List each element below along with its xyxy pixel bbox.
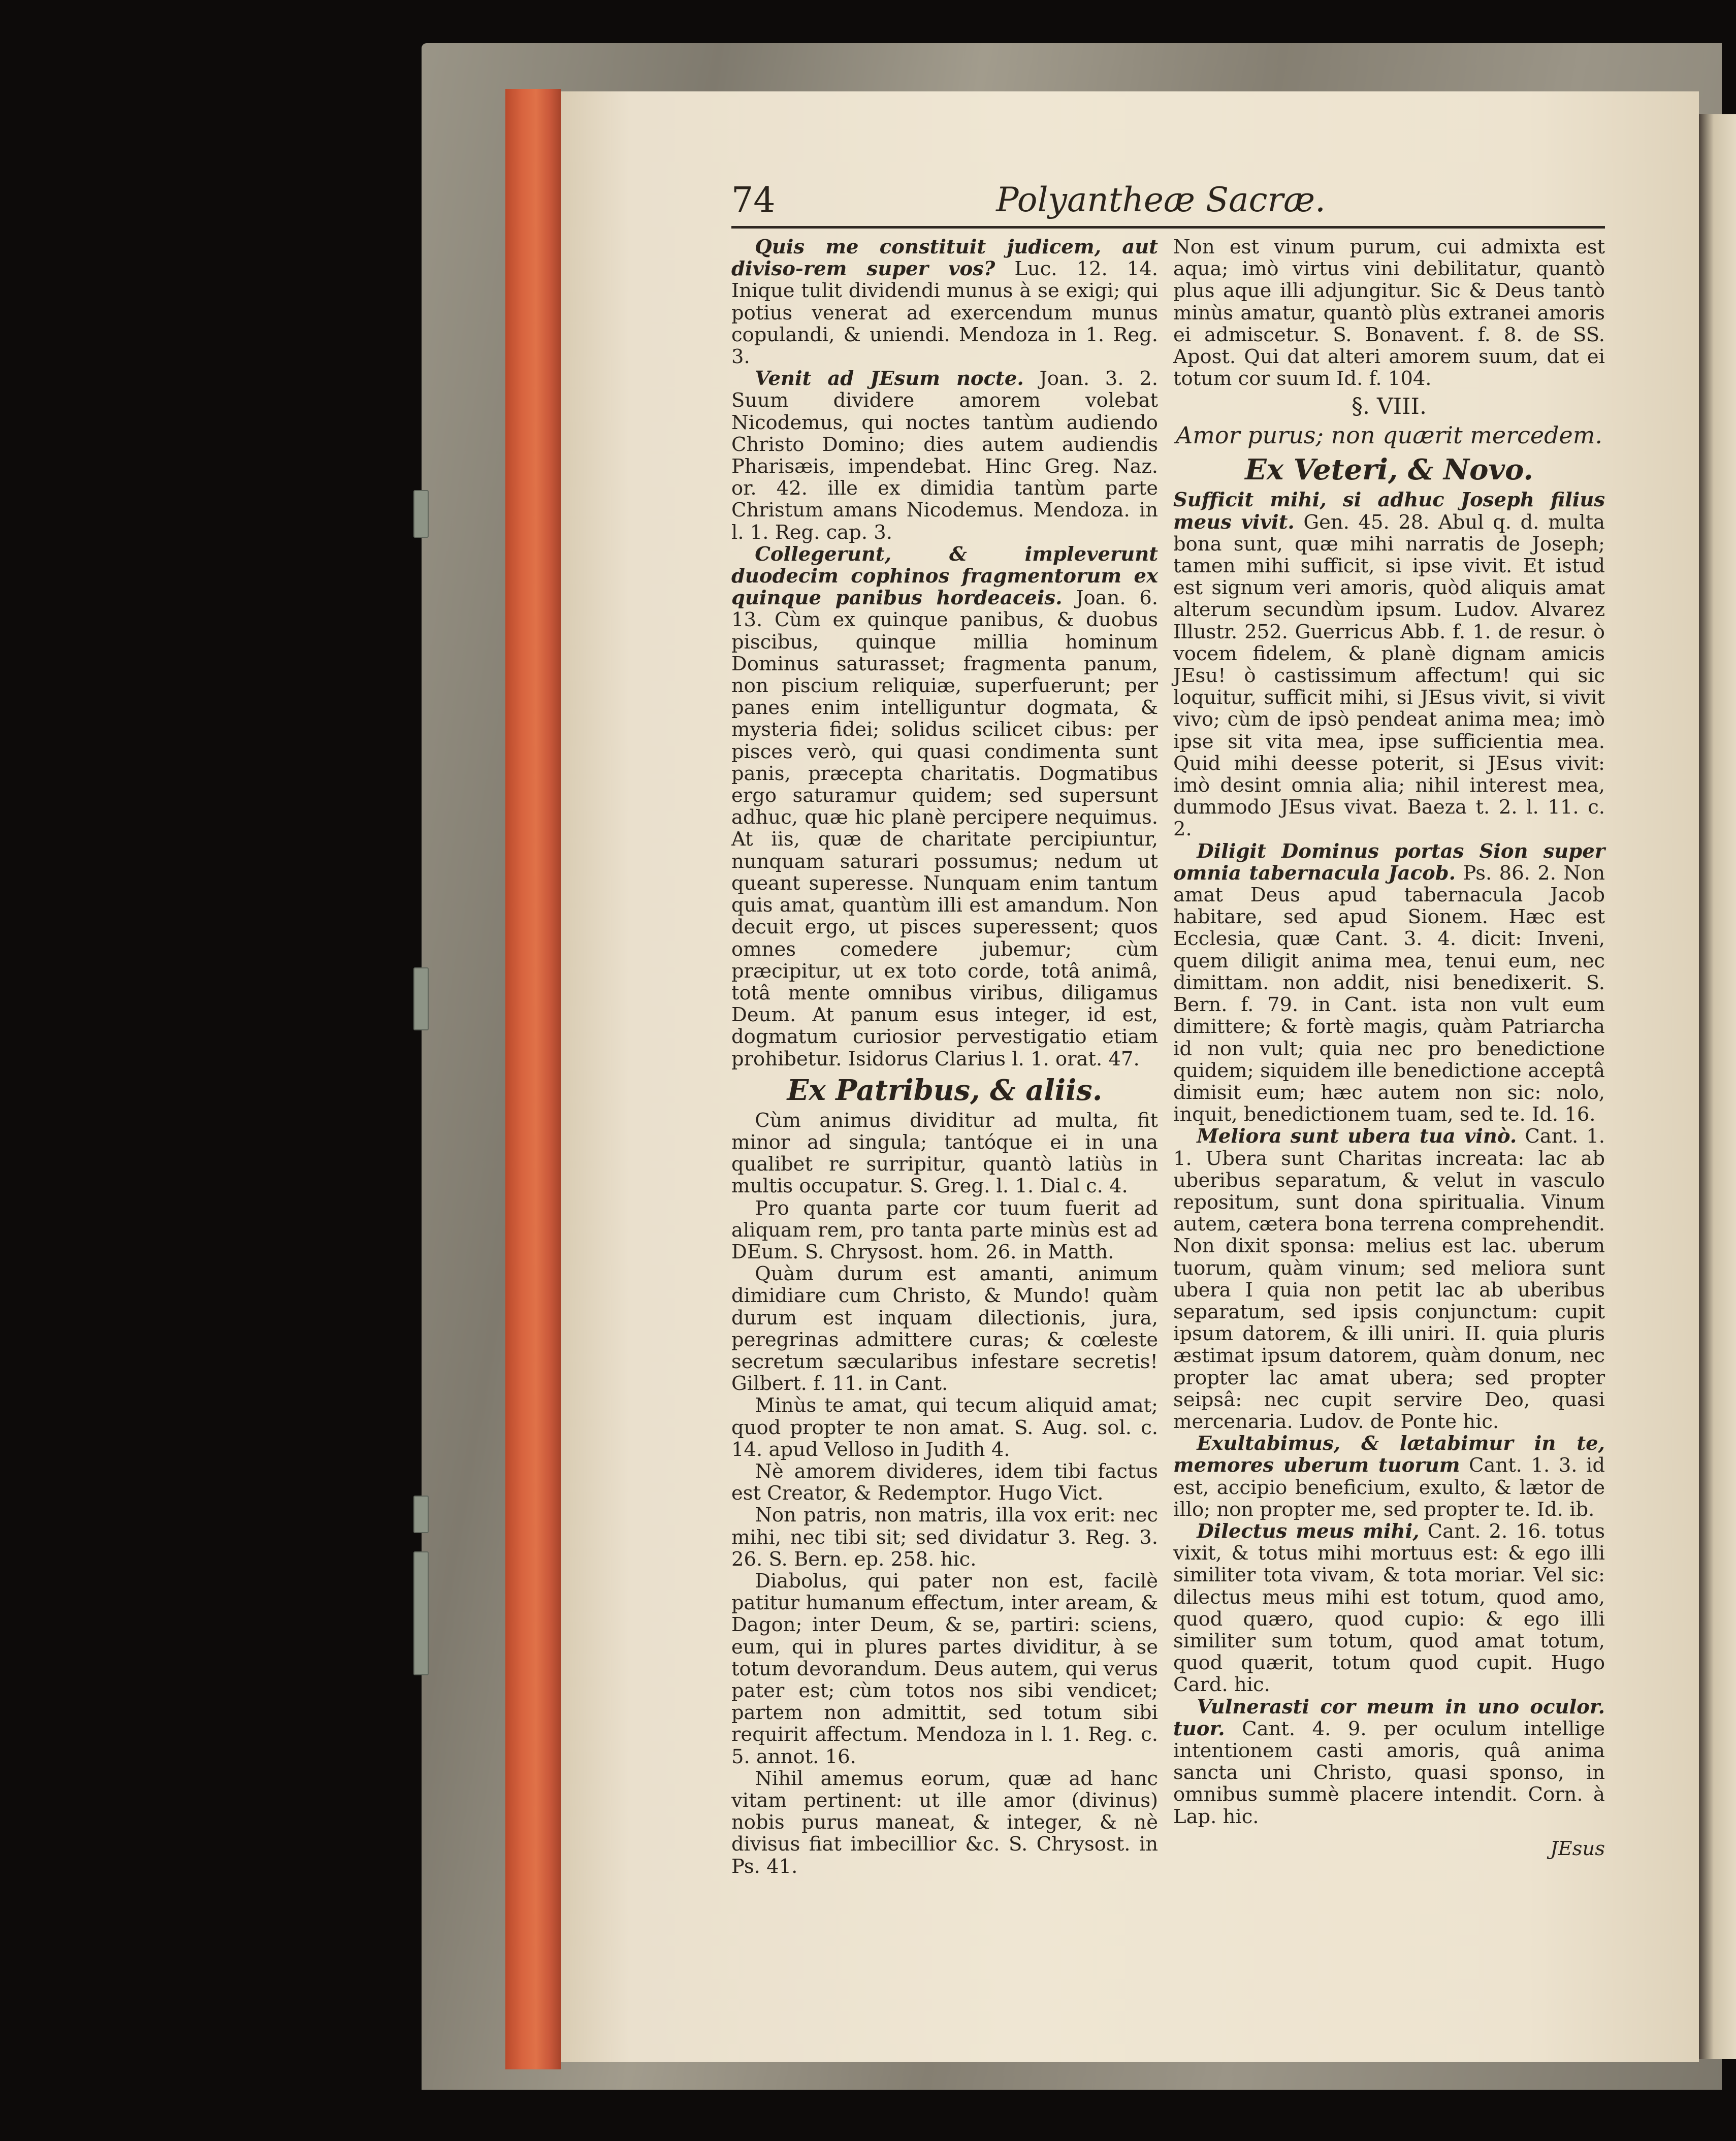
entry-paragraph: Exultabimus, & lætabimur in te, memores uberum tuorum Cant. 1. 3. id est, accipio beneficium, exulto, & lætor de illo; non propter me, sed propter te. Id. ib. — [1173, 1432, 1605, 1521]
patristic-paragraph: Minùs te amat, qui tecum aliquid amat; quod propter te non amat. S. Aug. sol. c. 14. apud Velloso in Judith 4. — [731, 1394, 1158, 1461]
section-heading-patribus: Ex Patribus, & aliis. — [787, 1073, 1103, 1107]
entry-paragraph: Vulnerasti cor meum in uno oculor. tuor. Cant. 4. 9. per oculum intellige intentionem casti amoris, quâ anima sancta uni Christo, quasi sponso, in omnibus summè placere intendit. Corn. à Lap. hic. — [1173, 1695, 1605, 1828]
section-subtitle: Ex Veteri, & Novo. — [1245, 453, 1533, 487]
patristic-paragraph: Non patris, non matris, illa vox erit: nec mihi, nec tibi sit; sed dividatur 3. Reg. 3. 26. S. Bern. ep. 258. hic. — [731, 1504, 1158, 1571]
patristic-paragraph: Pro quanta parte cor tuum fuerit ad aliquam rem, pro tanta parte minùs est ad DEum. S. Chrysost. hom. 26. in Matth. — [731, 1196, 1158, 1263]
section-number: §. VIII. — [1352, 394, 1427, 420]
header-rule — [731, 226, 1605, 229]
patristic-paragraph: Cùm animus dividitur ad multa, fit minor ad singula; tantóque ei in una qualibet re surripitur, quantò latiùs in multis occupatur. S. Greg. l. 1. Dial c. 4. — [731, 1109, 1158, 1198]
hinge-middle — [413, 967, 429, 1030]
patristic-paragraph: Quàm durum est amanti, animum dimidiare cum Christo, & Mundo! quàm durum est inquam dilectionis, jura, peregrinas admittere curas; & cœleste secretum sæcularibus infestare secretis! Gilbert. f. 11. in Cant. — [731, 1262, 1158, 1396]
entry-paragraph: Venit ad JEsum nocte. Joan. 3. 2. Suum dividere amorem volebat Nicodemus, qui noctes tantùm audiendo Christo Domino; dies autem audiendis Pharisæis, impendebat. Hinc Greg. Naz. or. 42. ille ex dimidia tantùm parte Christum amans Nicodemus. Mendoza. in l. 1. Reg. cap. 3. — [731, 367, 1158, 544]
intro-paragraph: Non est vinum purum, cui admixta est aqua; imò virtus vini debilitatur, quantò plus aque illi adjungitur. Sic & Deus tantò minùs amatur, quantò plùs extranei amoris ei admiscetur. S. Bonavent. f. 8. de SS. Apost. Qui dat alteri amorem suum, dat ei totum cor suum Id. f. 104. — [1173, 236, 1605, 391]
patristic-paragraph: Diabolus, qui pater non est, facilè patitur humanum effectum, inter aream, & Dagon; inter Deum, & se, partiri: sciens, eum, qui in plures partes dividitur, à se totum devorandum. Deus autem, qui verus pater est; cùm totos nos sibi vendicet; partem non admittit, sed totum sibi requirit affectum. Mendoza in l. 1. Reg. c. 5. annot. 16. — [731, 1569, 1158, 1768]
page-header — [731, 180, 1326, 226]
entry-paragraph: Collegerunt, & impleverunt duodecim cophinos fragmentorum ex quinque panibus hordeaceis. Joan. 6. 13. Cùm ex quinque panibus, & duobus piscibus, quinque millia hominum Dominus saturasset; fragmenta panum, non piscium reliquiæ, superfuerunt; per panes enim intelliguntur dogmata, & mysteria fidei; solidus scilicet cibus: per pisces verò, qui quasi condimenta sunt panis, præcepta charitatis. Dogmatibus ergo saturamur quidem; sed supersunt adhuc, quæ hic planè percipere nequimus. At iis, quæ de charitate percipiuntur, nunquam saturari possumus; nedum ut queant superesse. Nunquam enim tantum quis amat, quantùm illi est amandum. Non decuit ergo, ut pisces superessent; quos omnes comedere jubemur; cùm præcipitur, ut ex toto corde, totâ animâ, totâ mente omnibus viribus, diligamus Deum. At panum esus integer, id est, dogmatum curiosior pervestigatio etiam prohibetur. Isidorus Clarius l. 1. orat. 47. — [731, 542, 1158, 1070]
running-title: Polyantheæ Sacræ. — [996, 180, 1326, 219]
entry-paragraph: Meliora sunt ubera tua vinò. Cant. 1. 1. Ubera sunt Charitas increata: lac ab uberibus separatum, & velut in vasculo repositum, sunt dona spiritualia. Vinum autem, cætera bona terrena comprehendit. Non dixit sponsa: melius est lac. uberum tuorum, quàm vinum; sed meliora sunt ubera I quia non petit lac ab uberibus separatum, sed ipsis conjunctum: cupit ipsum datorem, & illi uniri. II. quia pluris æstimat ipsum datorem, quàm donum, nec propter lac amat ubera; sed propter seipsâ: nec cupit servire Deo, quasi mercenaria. Ludov. de Ponte hic. — [1173, 1125, 1605, 1433]
hinge-bottom — [413, 1551, 429, 1675]
red-page-edge — [505, 89, 561, 2069]
facing-page-edge — [1699, 114, 1736, 2059]
section-title: Amor purus; non quærit mercedem. — [1176, 421, 1602, 449]
hinge-top — [413, 490, 429, 538]
entry-paragraph: Dilectus meus mihi, Cant. 2. 16. totus vixit, & totus mihi mortuus est: & ego illi similiter tota vivam, & tota moriar. Vel sic: dilectus meus mihi est totum, quod amo, quod quæro, quod cupio: & ego illi similiter sum totum, quod amat totum, quod quærit, totum quod cupit. Hugo Card. hic. — [1173, 1519, 1605, 1697]
entry-paragraph: Diligit Dominus portas Sion super omnia tabernacula Jacob. Ps. 86. 2. Non amat Deus apud tabernacula Jacob habitare, sed apud Sionem. Hæc est Ecclesia, quæ Cant. 3. 4. dicit: Inveni, quem diligit anima mea, tenui eum, nec dimittam. non addit, nisi benedixerit. S. Bern. f. 79. in Cant. ista non vult eum dimittere; & fortè magis, quàm Patriarcha id non vult; quia nec pro benedictione quidem; siquidem ille benedictione acceptâ dimisit eum; hæc autem non sic: nolo, inquit, benedictionem tuam, sed te. Id. 16. — [1173, 839, 1605, 1126]
entry-paragraph: Quis me constituit judicem, aut diviso-rem super vos? Luc. 12. 14. Inique tulit dividendi munus à se exigi; qui potius venerat ad exercendum munus copulandi, & uniendi. Mendoza in 1. Reg. 3. — [731, 236, 1158, 369]
hinge-lower — [413, 1496, 429, 1533]
left-column — [731, 236, 1158, 1877]
entry-paragraph: Sufficit mihi, si adhuc Joseph filius meus vivit. Gen. 45. 28. Abul q. d. multa bona sunt, quæ mihi narratis de Joseph; tamen mihi sufficit, si ipse vivit. Et istud est signum veri amoris, quòd aliquis amat alterum secundùm ipsum. Ludov. Alvarez Illustr. 252. Guerricus Abb. f. 1. de resur. ò vocem fidelem, & planè dignam amicis JEsu! ò castissimum affectum! qui sic loquitur, sufficit mihi, si JEsus vivit, si vivit vivo; cùm de ipsò pendeat anima mea; imò ipse sit vita mea, ipse sufficientia mea. Quid mihi deesse poterit, si JEsus vivit: imò desint omnia alia; nihil interest mea, dummodo JEsus vivat. Baeza t. 2. l. 11. c. 2. — [1173, 489, 1605, 841]
patristic-paragraph: Nè amorem divideres, idem tibi factus est Creator, & Redemptor. Hugo Vict. — [731, 1459, 1158, 1505]
catchword: JEsus — [1550, 1837, 1605, 1860]
page-number: 74 — [731, 180, 776, 220]
right-column — [1173, 236, 1605, 1860]
patristic-paragraph: Nihil amemus eorum, quæ ad hanc vitam pertinent: ut ille amor (divinus) nobis purus maneat, & integer, & nè divisus fiat imbecillior &c. S. Chrysost. in Ps. 41. — [731, 1767, 1158, 1878]
